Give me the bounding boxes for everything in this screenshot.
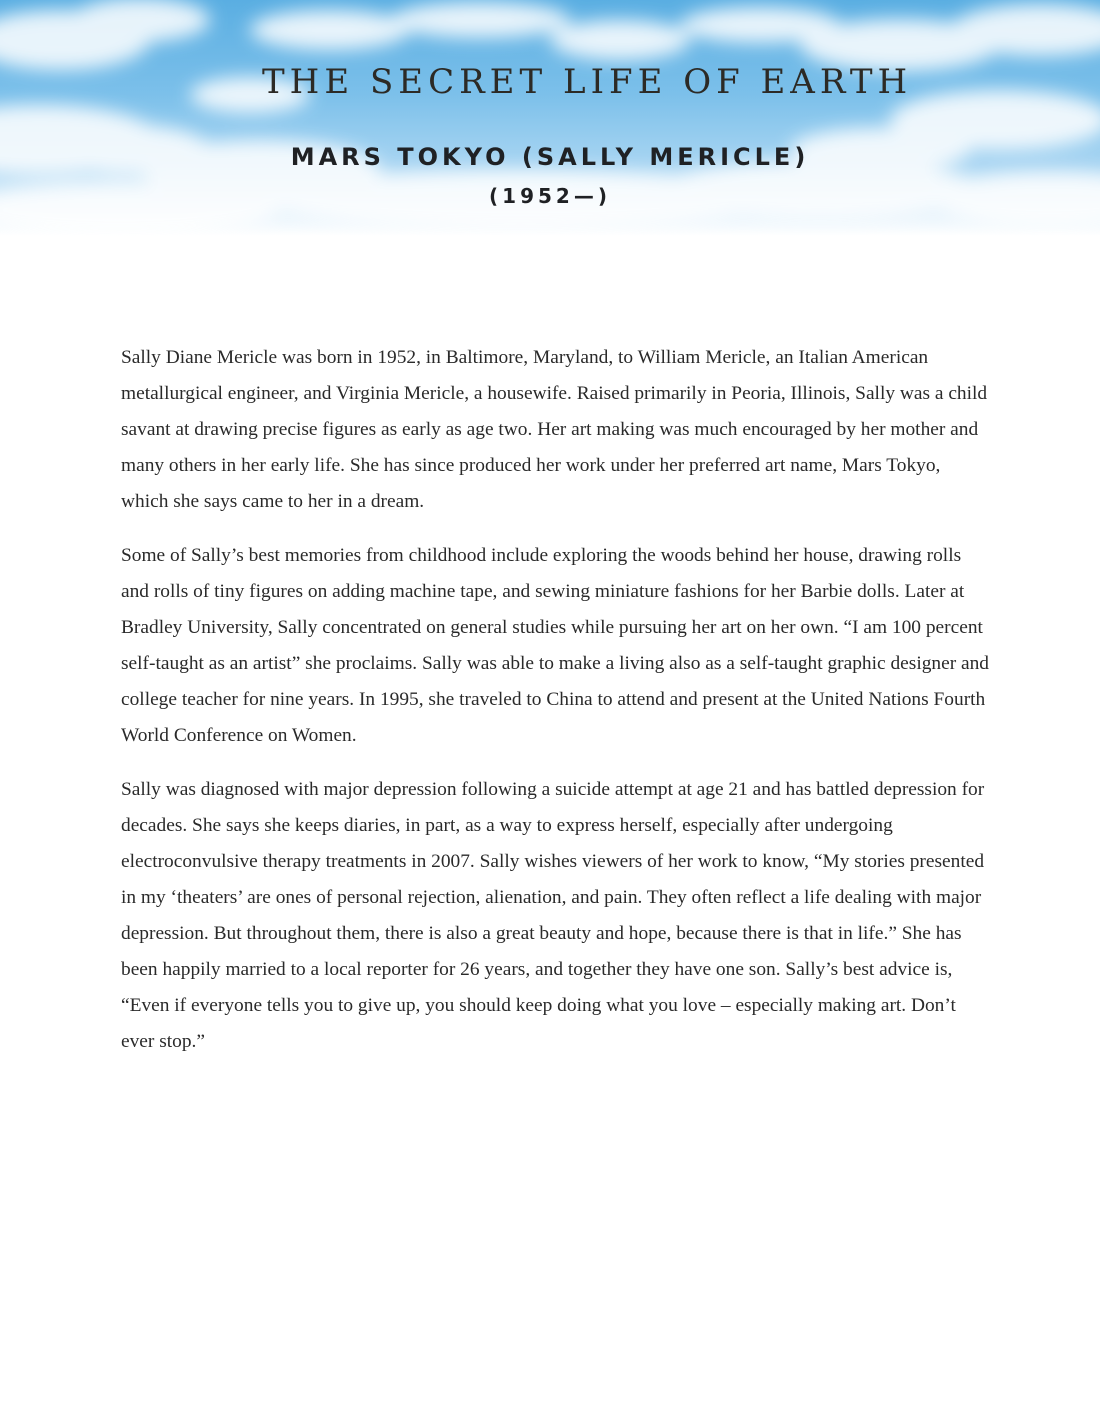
logo-text: THE SECRET LIFE OF EARTH — [262, 62, 913, 102]
paragraph-1: Sally Diane Mericle was born in 1952, in Baltimore, Maryland, to William Mericle, an Italian American metallurgical engineer, and Virginia Mericle, a housewife. Raised primarily in Peoria, Illinois, Sally was a child savant at drawing precise figures as early as age two. Her art making was much encouraged by her mother and many others in her early life. She has since produced her work under her preferred art name, Mars Tokyo, which she says came to her in a dream. — [121, 347, 988, 512]
paragraph-2: Some of Sally’s best memories from childhood include exploring the woods behind her house, drawing rolls and rolls of tiny figures on adding machine tape, and sewing miniature fashions for her Barbie dolls. Later at Bradley University, Sally concentrated on general studies while pursuing her art on her own. “I am 100 percent self-taught as an artist” she proclaims. Sally was able to make a living also as a self-taught graphic designer and college teacher for nine years. In 1995, she traveled to China to attend and present at the United Nations Fourth World Conference on Women. — [121, 545, 990, 746]
article-body — [121, 340, 991, 1078]
page-subtitle: (1952—) — [489, 184, 611, 208]
sky-header-banner — [0, 0, 1100, 236]
logo — [262, 48, 913, 114]
page-title: MARS TOKYO (SALLY MERICLE) — [290, 143, 810, 171]
paragraph-3: Sally was diagnosed with major depression following a suicide attempt at age 21 and has battled depression for decades. She says she keeps diaries, in part, as a way to express herself, especially after undergoing electroconvulsive therapy treatments in 2007. Sally wishes viewers of her work to know, “My stories presented in my ‘theaters’ are ones of personal rejection, alienation, and pain. They often reflect a life dealing with major depression. But throughout them, there is also a great beauty and hope, because there is that in life.” She has been happily married to a local reporter for 26 years, and together they have one son. Sally’s best advice is, “Even if everyone tells you to give up, you should keep doing what you love – especially making art. Don’t ever stop.” — [121, 779, 985, 1052]
